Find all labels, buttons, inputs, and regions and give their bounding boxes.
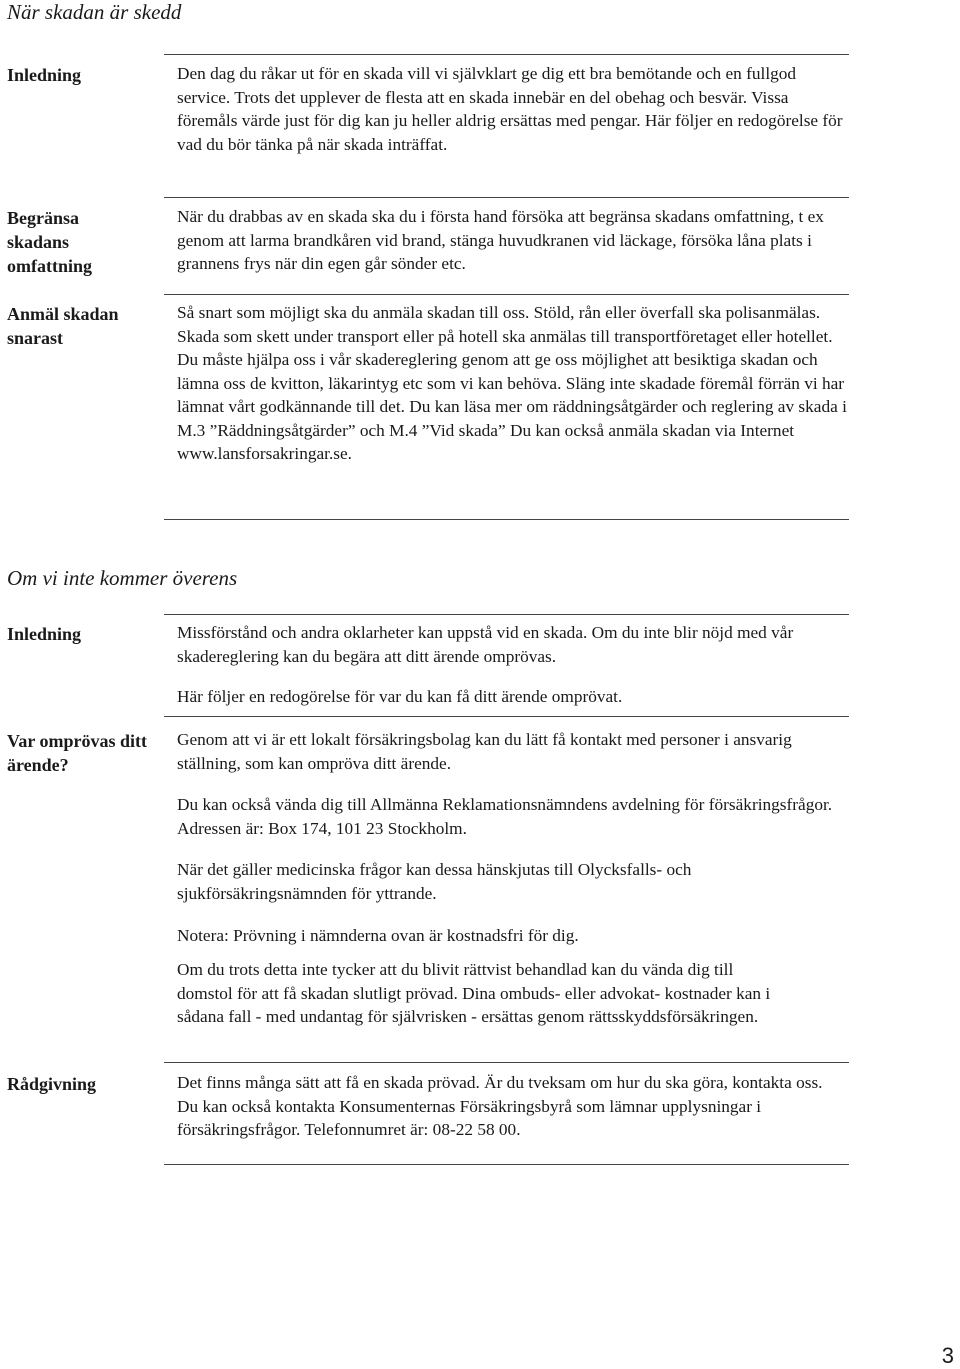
divider (164, 1062, 849, 1063)
section-title-nar-skadan: När skadan är skedd (7, 0, 182, 24)
divider (164, 54, 849, 55)
paragraph-var-4: Notera: Prövning i nämnderna ovan är kostnadsfri för dig. (177, 926, 579, 945)
divider (164, 1164, 849, 1165)
label-begransa-skadans-omfattning: Begränsa skadans omfattning (7, 208, 92, 276)
paragraph-var-3: När det gäller medicinska frågor kan dessa hänskjutas till Olycksfalls- och sjukförsäkringsnämnden för yttrande. (177, 860, 692, 903)
page-number: 3 (941, 1343, 954, 1368)
paragraph-inledning-2b: Här följer en redogörelse för var du kan få ditt ärende omprövat. (177, 687, 623, 706)
paragraph-inledning: Den dag du råkar ut för en skada vill vi självklart ge dig ett bra bemötande och en fullgod service. Trots det upplever de flesta att en skada innebär en del obehag och besvär. Vissa föremåls värde just för dig kan ju heller aldrig ersättas med pengar. Här följer en redogörelse för vad du bör tänka på när skada inträffat. (177, 64, 843, 154)
divider (164, 197, 849, 198)
divider (164, 614, 849, 615)
paragraph-inledning-2: Missförstånd och andra oklarheter kan uppstå vid en skada. Om du inte blir nöjd med vår skadereglering kan du begära att ditt ärende omprövas. (177, 623, 794, 666)
label-var-omprovas: Var omprövas ditt ärende? (7, 731, 148, 775)
paragraph-radgivning: Det finns många sätt att få en skada prövad. Är du tveksam om hur du ska göra, kontakta oss. Du kan också kontakta Konsumenternas Försäkringsbyrå som lämnar upplysningar i försäkringsfrågor. Telefonnumret är: 08-22 58 00. (177, 1073, 823, 1139)
label-anmal-skadan-snarast: Anmäl skadan snarast (7, 304, 119, 348)
divider (164, 716, 849, 717)
paragraph-anmal: Så snart som möjligt ska du anmäla skadan till oss. Stöld, rån eller överfall ska polisanmälas. Skada som skett under transport eller på hotell ska anmälas till transportföretaget eller hotellet. Du måste hjälpa oss i vår skadereglering genom att ge oss möjlighet att besiktiga skadan och lämna oss de kvitton, läkarintyg etc som vi kan behöva. Släng inte skadade föremål förrän vi har lämnat vårt godkännande till det. Du kan läsa mer om räddningsåtgärder och reglering av skada i M.3 ”Räddningsåtgärder” och M.4 ”Vid skada” Du kan också anmäla skadan via Internet www.lansforsakringar.se. (177, 303, 847, 463)
section-title-om-vi-inte-kommer-overens: Om vi inte kommer överens (7, 566, 238, 590)
label-inledning-2: Inledning (7, 624, 82, 644)
paragraph-var-5: Om du trots detta inte tycker att du blivit rättvist behandlad kan du vända dig till domstol för att få skadan slutligt prövad. Dina ombuds- eller advokat- kostnader kan i sådana fall - med undantag för självrisken - ersättas genom rättsskyddsförsäkringen. (177, 960, 771, 1026)
label-radgivning: Rådgivning (7, 1074, 97, 1094)
label-inledning: Inledning (7, 65, 82, 85)
paragraph-var-2: Du kan också vända dig till Allmänna Reklamationsnämndens avdelning för försäkringsfrågor. Adressen är: Box 174, 101 23 Stockholm. (177, 795, 833, 838)
divider (164, 294, 849, 295)
divider (164, 519, 849, 520)
paragraph-var-1: Genom att vi är ett lokalt försäkringsbolag kan du lätt få kontakt med personer i ansvarig ställning, som kan ompröva ditt ärende. (177, 730, 792, 773)
paragraph-begransa: När du drabbas av en skada ska du i första hand försöka att begränsa skadans omfattning, t ex genom att larma brandkåren vid brand, stänga huvudkranen vid läckage, försöka låna plats i grannens frys när din egen går sönder etc. (177, 207, 824, 273)
